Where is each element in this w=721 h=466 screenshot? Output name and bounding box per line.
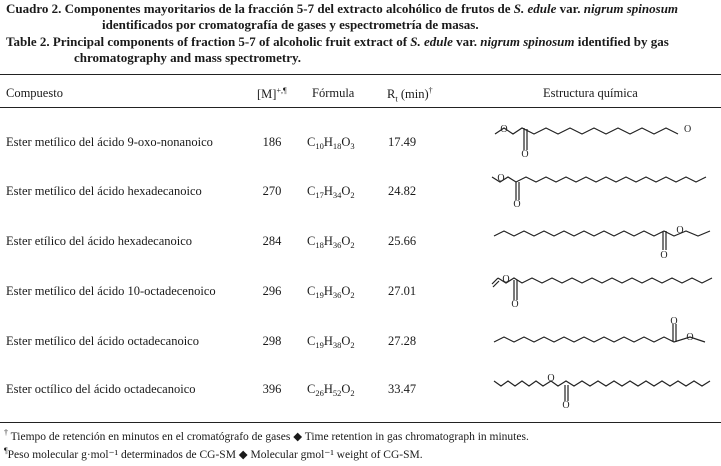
- row-1-atom-o3: O: [684, 124, 692, 135]
- row-3-name: Ester etílico del ácido hexadecanoico: [6, 234, 193, 248]
- caption-es-text-2: identificados por cromatografía de gases y espectrometría de masas.: [102, 17, 479, 32]
- header-formula: Fórmula: [312, 86, 355, 100]
- row-5-formula: $C_{19}H_{38}O_2$: [307, 334, 355, 350]
- row-6-name: Ester octílico del ácido octadecanoico: [6, 382, 196, 396]
- row-5-atom-o1: O: [670, 316, 678, 327]
- row-6-atom-o1: O: [547, 373, 555, 384]
- header-mass: [M]+,¶: [257, 86, 287, 102]
- header-compound: Compuesto: [6, 86, 63, 100]
- row-1-atom-o2: O: [521, 149, 529, 160]
- row-6-mass: 396: [262, 382, 282, 396]
- row-6-rt: 33.47: [387, 382, 417, 396]
- caption-es-cultivar: nigrum spinosum: [583, 1, 679, 16]
- row-6-formula: $C_{26}H_{52}O_2$: [307, 382, 355, 398]
- caption-es-label: Cuadro 2.: [6, 1, 62, 16]
- table-top-rule: [0, 74, 721, 75]
- row-5-rt: 27.28: [387, 334, 417, 348]
- caption-en-species: S. edule: [410, 34, 453, 49]
- row-6-structure: [490, 369, 715, 409]
- row-2-structure: [490, 170, 715, 210]
- row-2-atom-o2: O: [513, 199, 521, 210]
- row-4-name: Ester metílico del ácido 10-octadecenoico: [6, 284, 216, 298]
- row-2-name: Ester metílico del ácido hexadecanoico: [6, 184, 202, 198]
- row-2-rt: 24.82: [387, 184, 417, 198]
- row-5-atom-o2: O: [686, 332, 694, 343]
- row-3-formula: $C_{18}H_{36}O_2$: [307, 234, 355, 250]
- row-5-name: Ester metílico del ácido octadecanoico: [6, 334, 199, 348]
- caption-es-var: var.: [559, 1, 581, 16]
- header-structure: Estructura química: [543, 86, 638, 100]
- row-3-atom-o1: O: [676, 225, 684, 236]
- caption-en-text-3: chromatography and mass spectrometry.: [74, 50, 302, 65]
- row-6-atom-o2: O: [562, 400, 570, 409]
- row-3-mass: 284: [262, 234, 282, 248]
- caption-spanish: [6, 1, 715, 33]
- row-5-structure: [490, 316, 715, 356]
- row-1-atom-o1: O: [500, 124, 508, 135]
- row-4-formula: $C_{19}H_{36}O_2$: [307, 284, 355, 300]
- caption-es-species: S. edule: [513, 1, 557, 16]
- caption-en-text-2: identified by gas: [577, 34, 669, 49]
- row-2-formula: $C_{17}H_{34}O_2$: [307, 184, 355, 200]
- header-rule: [0, 107, 721, 108]
- row-4-structure: [490, 270, 715, 310]
- row-5-mass: 298: [262, 334, 282, 348]
- row-2-mass: 270: [262, 184, 282, 198]
- row-4-atom-o2: O: [511, 299, 519, 310]
- row-3-structure: [490, 220, 715, 260]
- footnote-mass: ¶Peso molecular g·mol⁻¹ determinados de CG-SM ◆ Molecular gmol⁻¹ weight of CG-SM.: [4, 446, 423, 461]
- footnote-rt: † Tiempo de retención en minutos en el cromatógrafo de gases ◆ Time retention in gas chromatograph in minutes.: [4, 428, 529, 443]
- row-1-rt: 17.49: [387, 135, 417, 149]
- header-rt: $R_t$ (min)†: [387, 86, 433, 104]
- row-4-mass: 296: [262, 284, 282, 298]
- caption-es-text-1: Componentes mayoritarios de la fracción 5-7 del extracto alcohólico de frutos de: [64, 1, 511, 16]
- caption-en-label: Table 2.: [6, 34, 50, 49]
- caption-en-var: var.: [456, 34, 477, 49]
- row-1-structure: [490, 120, 715, 160]
- table-bottom-rule: [0, 422, 721, 423]
- caption-en-cultivar: nigrum spinosum: [480, 34, 575, 49]
- caption-english: [6, 34, 715, 66]
- caption-en-text-1: Principal components of fraction 5-7 of alcoholic fruit extract of: [52, 34, 408, 49]
- row-1-formula: $C_{10}H_{18}O_3$: [307, 135, 355, 151]
- row-1-name: Ester metílico del ácido 9-oxo-nonanoico: [6, 135, 213, 149]
- row-2-atom-o1: O: [497, 173, 505, 184]
- row-3-rt: 25.66: [387, 234, 417, 248]
- row-1-mass: 186: [262, 135, 282, 149]
- row-4-atom-o1: O: [502, 274, 510, 285]
- row-4-rt: 27.01: [387, 284, 417, 298]
- row-3-atom-o2: O: [660, 250, 668, 260]
